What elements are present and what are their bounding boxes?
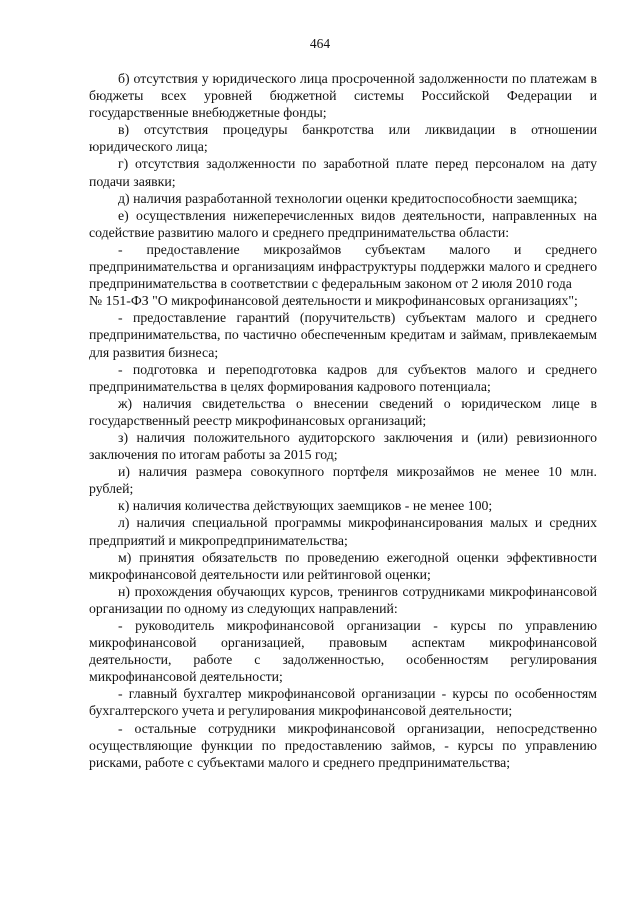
paragraph-v-no-bankruptcy: в) отсутствия процедуры банкротства или ликвидации в отношении юридического лица; (89, 122, 597, 155)
list-item-microloans-law: № 151-ФЗ "О микрофинансовой деятельности и микрофинансовых организациях"; (89, 293, 578, 309)
paragraph-i-portfolio-size: и) наличия размера совокупного портфеля микрозаймов не менее 10 млн. рублей; (89, 464, 597, 497)
list-item-accountant-courses: - главный бухгалтер микрофинансовой организации - курсы по особенностям бухгалтерского учета и регулирования микрофинансовой деятельности; (89, 686, 597, 719)
paragraph-zh-registry-certificate: ж) наличия свидетельства о внесении сведений о юридическом лице в государственный реестр микрофинансовых организаций; (89, 395, 597, 428)
list-item-guarantees: - предоставление гарантий (поручительств) субъектам малого и среднего предпринимательства, по частично обеспеченным кредитам и займам, привлекаемым для развития бизнеса; (89, 310, 597, 360)
paragraph-l-special-program: л) наличия специальной программы микрофинансирования малых и средних предприятий и микропредпринимательства; (89, 515, 597, 548)
paragraph-e-activities: е) осуществления нижеперечисленных видов деятельности, направленных на содействие развитию малого и среднего предпринимательства области: (89, 207, 597, 240)
page-number: 464 (309, 36, 331, 51)
document-body (89, 70, 597, 771)
paragraph-b-no-tax-debt: б) отсутствия у юридического лица просроченной задолженности по платежам в бюджеты всех уровней бюджетной системы Российской Федерации и государственные внебюджетные фонды; (89, 71, 597, 121)
list-item-director-courses: - руководитель микрофинансовой организации - курсы по управлению микрофинансовой организацией, правовым аспектам микрофинансовой деятельности, работе с задолженностью, особенностям регулирования микрофинансовой деятельности; (89, 618, 597, 685)
paragraph-n-staff-training: н) прохождения обучающих курсов, тренингов сотрудниками микрофинансовой организации по одному из следующих направлений: (89, 583, 597, 616)
paragraph-d-credit-technology: д) наличия разработанной технологии оценки кредитоспособности заемщика; (118, 190, 578, 206)
list-item-microloans: - предоставление микрозаймов субъектам малого и среднего предпринимательства и организациям инфраструктуры поддержки малого и среднего предпринимательства в соответствии с федеральным законом от 2 июля 2010 года (89, 241, 597, 292)
paragraph-k-borrowers-count: к) наличия количества действующих заемщиков - не менее 100; (118, 498, 493, 514)
list-item-training: - подготовка и переподготовка кадров для субъектов малого и среднего предпринимательства в целях формирования кадрового потенциала; (89, 361, 597, 394)
paragraph-m-annual-evaluation: м) принятия обязательств по проведению ежегодной оценки эффективности микрофинансовой деятельности или рейтинговой оценки; (89, 549, 597, 582)
paragraph-z-audit-report: з) наличия положительного аудиторского заключения и (или) ревизионного заключения по итогам работы за 2015 год; (89, 429, 597, 463)
paragraph-g-no-salary-debt: г) отсутствия задолженности по заработной плате перед персоналом на дату подачи заявки; (89, 156, 597, 189)
list-item-staff-courses: - остальные сотрудники микрофинансовой организации, непосредственно осуществляющие функции по предоставлению займов, - курсы по управлению рисками, работе с субъектами малого и среднего предпринимательства; (89, 720, 597, 770)
